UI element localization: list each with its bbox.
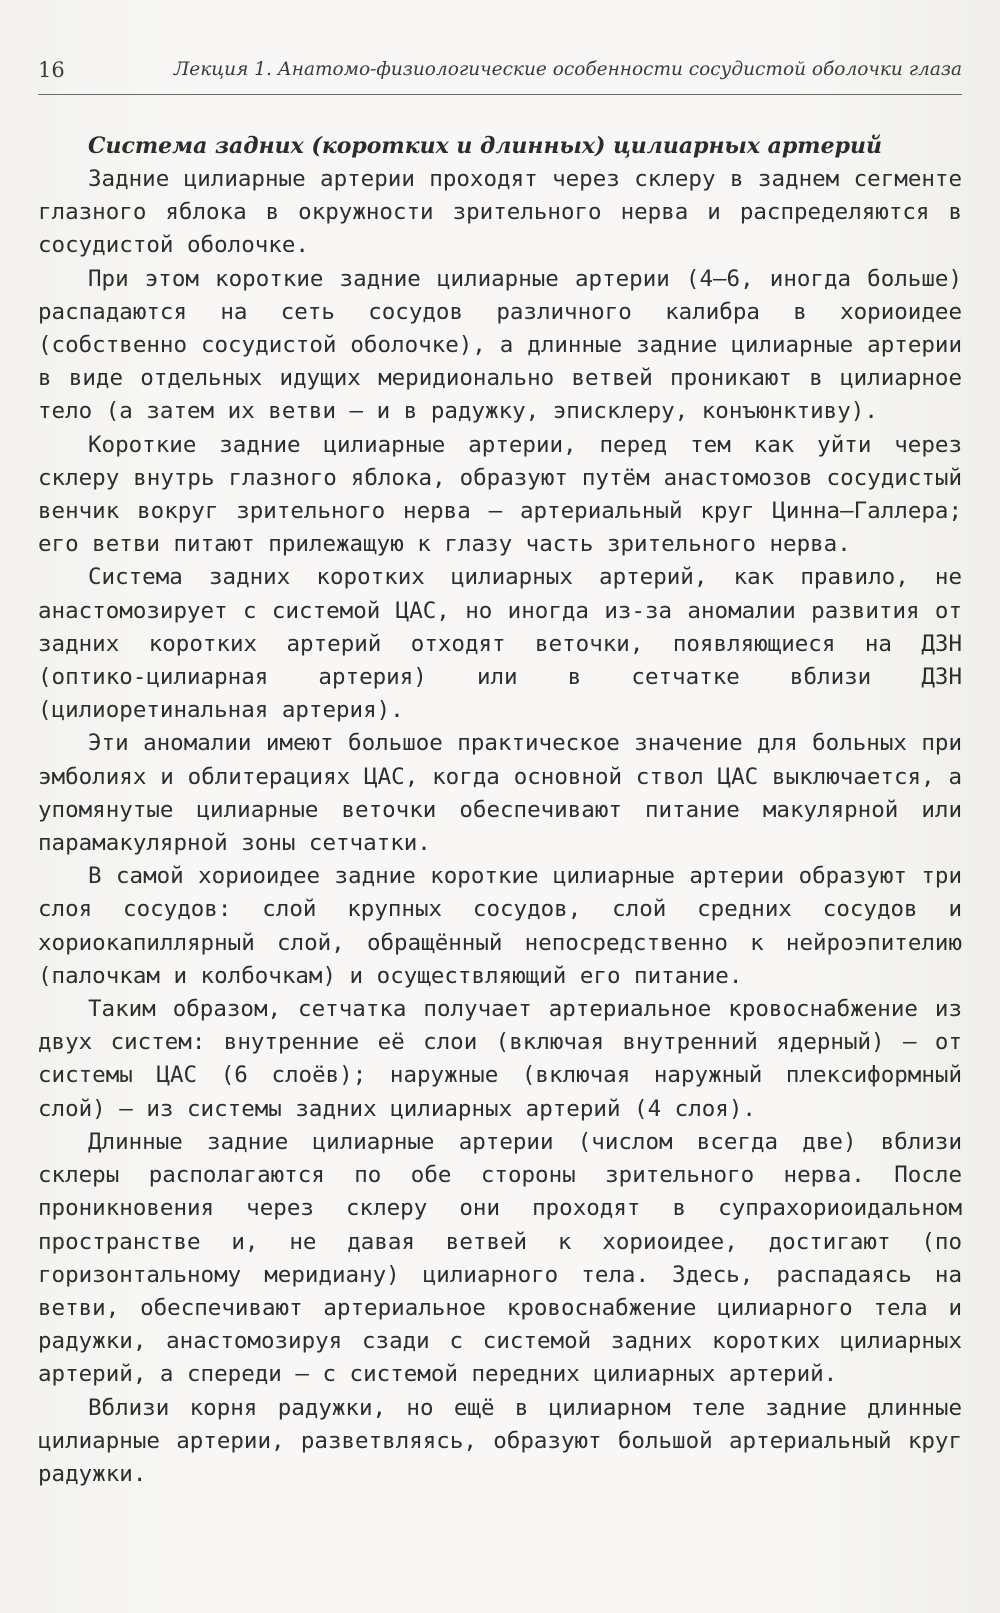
paragraph: Вблизи корня радужки, но ещё в цилиарном теле задние длинные цилиарные артерии, разветвляясь, образуют большой артериальный круг радужки. xyxy=(38,1394,962,1487)
paragraph: Таким образом, сетчатка получает артериальное кровоснабжение из двух систем: внутренние её слои (включая внутренний ядерный) — от системы ЦАС (6 слоёв); наружные (включая наружный плексиформный слой) — из системы задних цилиарных артерий (4 слоя). xyxy=(38,996,962,1122)
paragraph: При этом короткие задние цилиарные артерии (4–6, иногда больше) распадаются на сеть сосудов различного калибра в хориоидее (собственно сосудистой оболочке), а длинные задние цилиарные артерии в виде отдельных идущих меридионально ветвей проникают в цилиарное тело (а затем их ветви — и в радужку, эписклеру, конъюнктиву). xyxy=(38,265,962,425)
section-body xyxy=(38,130,962,1491)
section-title: Система задних (коротких и длинных) цилиарных артерий xyxy=(88,133,882,159)
page-header xyxy=(38,54,962,95)
paragraph: Задние цилиарные артерии проходят через склеру в заднем сегменте глазного яблока в окружности зрительного нерва и распределяются в сосудистой оболочке. xyxy=(38,166,962,259)
paragraph: Эти аномалии имеют большое практическое значение для больных при эмболиях и облитерациях ЦАС, когда основной ствол ЦАС выключается, а упомянутые цилиарные веточки обеспечивают питание макулярной или парамакулярной зоны сетчатки. xyxy=(38,730,962,857)
running-title: Лекция 1. Анатомо-физиологические особенности сосудистой оболочки глаза xyxy=(173,59,962,80)
page-number: 16 xyxy=(38,58,65,82)
paragraph: Короткие задние цилиарные артерии, перед тем как уйти через склеру внутрь глазного яблока, образуют путём анастомозов сосудистый венчик вокруг зрительного нерва — артериальный круг Цинна–Галлера; его ветви питают прилежащую к глазу часть зрительного нерва. xyxy=(38,431,962,558)
paragraph: В самой хориоидее задние короткие цилиарные артерии образуют три слоя сосудов: слой крупных сосудов, слой средних сосудов и хориокапиллярный слой, обращённый непосредственно к нейроэпителию (палочкам и колбочкам) и осуществляющий его питание. xyxy=(38,863,962,989)
paragraph: Длинные задние цилиарные артерии (числом всегда две) вблизи склеры располагаются по обе стороны зрительного нерва. После проникновения через склеру они проходят в супрахориоидальном пространстве и, не давая ветвей к хориоидее, достигают (по горизонтальному меридиану) цилиарного тела. Здесь, распадаясь на ветви, обеспечивают артериальное кровоснабжение цилиарного тела и радужки, анастомозируя сзади с системой задних коротких цилиарных артерий, а спереди — с системой передних цилиарных артерий. xyxy=(38,1128,962,1388)
paragraph: Система задних коротких цилиарных артерий, как правило, не анастомозирует с системой ЦАС, но иногда из-за аномалии развития от задних коротких артерий отходят веточки, появляющиеся на ДЗН (оптико-цилиарная артерия) или в сетчатке вблизи ДЗН (цилиоретинальная артерия). xyxy=(38,564,962,724)
